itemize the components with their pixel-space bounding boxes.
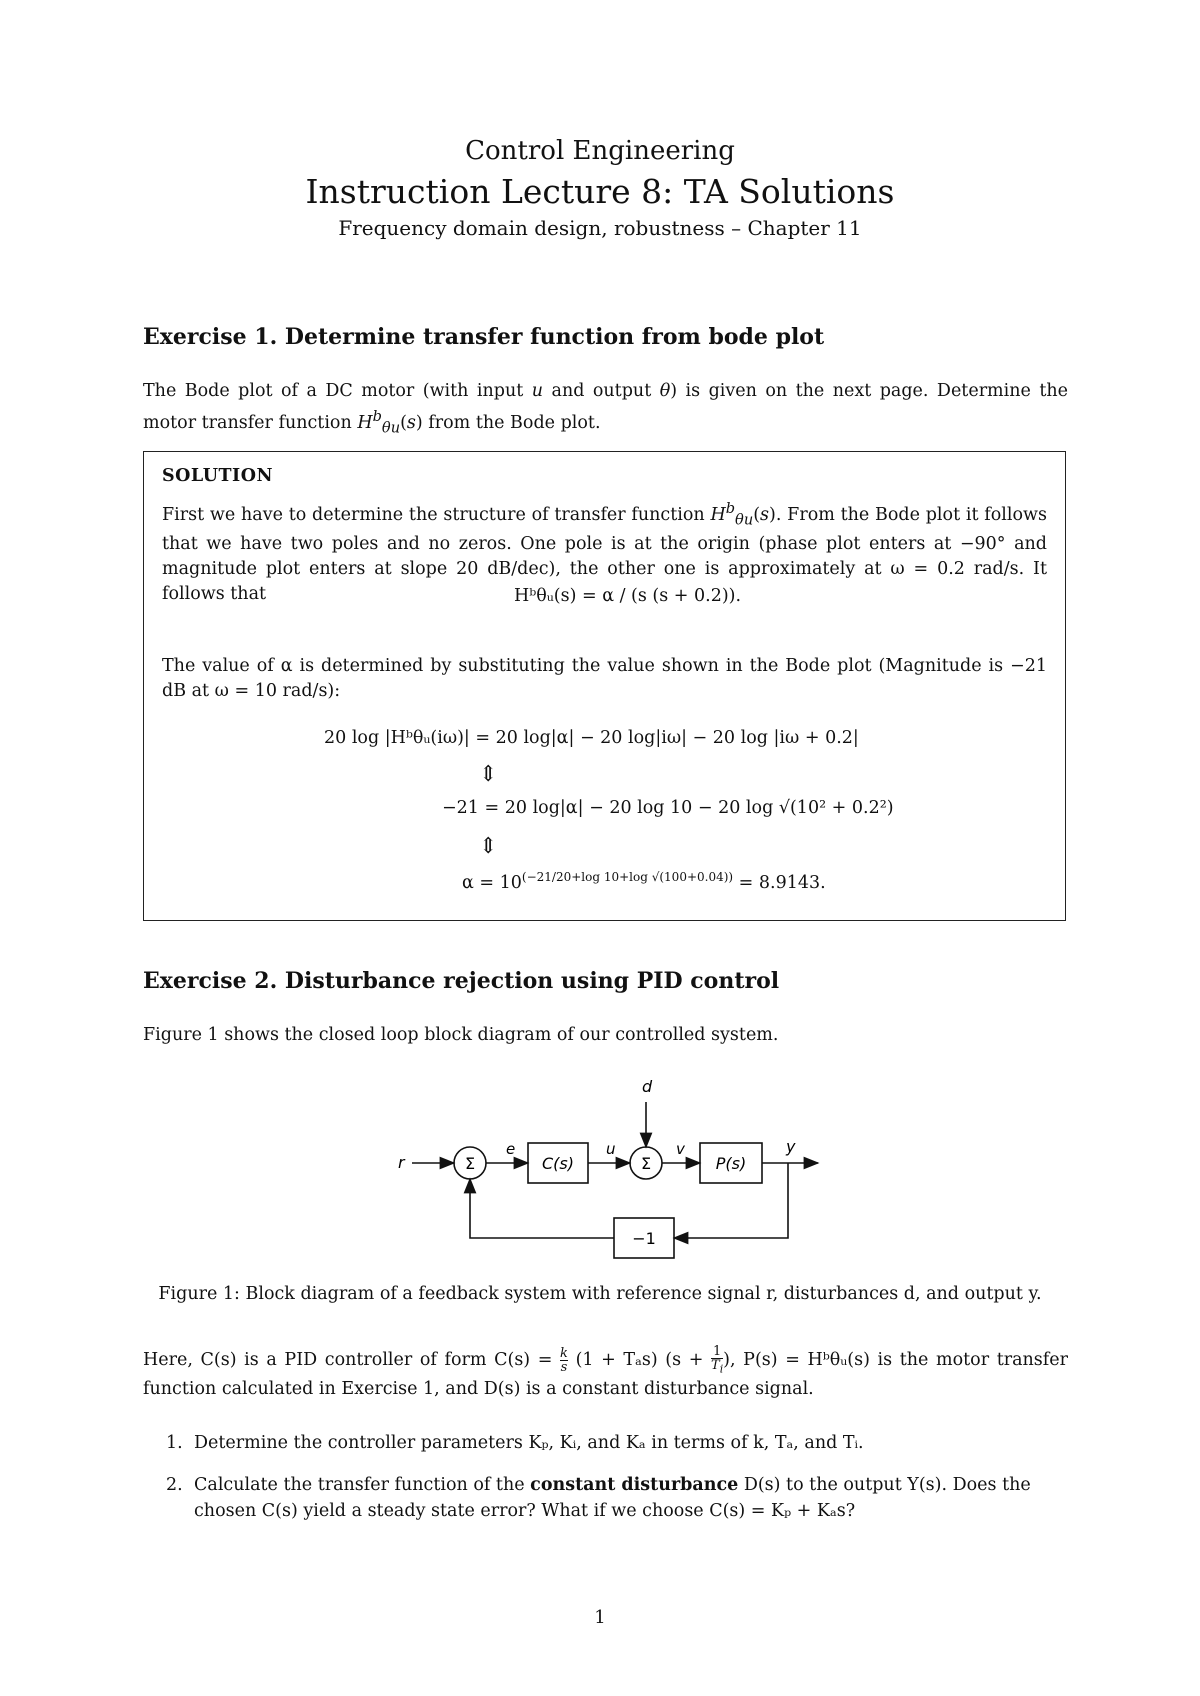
solution-label: SOLUTION	[162, 466, 273, 486]
exercise2-intro: Figure 1 shows the closed loop block diagram of our controlled system.	[143, 1025, 779, 1045]
exercise2-heading: Exercise 2. Disturbance rejection using PID control	[143, 968, 780, 994]
solution-paragraph-1: First we have to determine the structure of transfer function $H^b_{\theta u}(s)$. From the Bode plot it follows that we have two poles and no zeros. One pole is at the origin (phase plot enters at −90° and magnitude plot enters at slope 20 dB/dec), the other one is approximately at ω = 0.2 rad/s. It follows that	[162, 500, 1047, 605]
label-r: r	[398, 1153, 405, 1172]
iff-arrow-1: ⇕	[479, 762, 498, 787]
controller-label: C(s)	[542, 1154, 574, 1173]
page-number: 1	[594, 1607, 606, 1628]
label-y: y	[786, 1137, 796, 1156]
solution-paragraph-2: The value of α is determined by substituting the value shown in the Bode plot (Magnitude is −21 dB at ω = 10 rad/s):	[162, 656, 1047, 701]
exercise1-intro: The Bode plot of a DC motor (with input u and output θ) is given on the next page. Determine the motor transfer function $H^b_{\theta u}(s)$ from the Bode plot.	[143, 381, 1068, 437]
feedback-path	[674, 1163, 788, 1238]
block-diagram	[0, 1070, 1200, 1280]
plant-label: P(s)	[715, 1154, 747, 1173]
transfer-function-equation: Hᵇθᵤ(s) = α / (s (s + 0.2)).	[514, 586, 742, 606]
course-title: Control Engineering	[465, 136, 735, 166]
iff-arrow-2: ⇕	[479, 834, 498, 859]
figure-caption: Figure 1: Block diagram of a feedback system with reference signal r, disturbances d, and output y.	[158, 1284, 1042, 1304]
sum1-symbol: Σ	[464, 1154, 476, 1173]
magnitude-equation: 20 log |Hᵇθᵤ(iω)| = 20 log|α| − 20 log|iω| − 20 log |iω + 0.2|	[324, 728, 859, 748]
exercise1-heading: Exercise 1. Determine transfer function from bode plot	[143, 324, 825, 350]
feedback-label: −1	[632, 1229, 656, 1248]
question-2: 2. Calculate the transfer function of the constant disturbance D(s) to the output Y(s). Does the chosen C(s) yield a steady state error? What if we choose C(s) = Kₚ + Kₐs?	[166, 1475, 1031, 1521]
document-subtitle: Frequency domain design, robustness – Chapter 11	[338, 216, 862, 240]
label-d: d	[642, 1077, 653, 1096]
exercise2-description: Here, C(s) is a PID controller of form C(s) = $\frac{k}{s}$ (1 + Tₐs) (s + $\frac{1}{T_i}$ ), P(s) = Hᵇθᵤ(s) is the motor transfer function calculated in Exercise 1, and D(s) is a constant disturbance signal.	[143, 1344, 1068, 1399]
question-1: 1. Determine the controller parameters Kₚ, Kᵢ, and Kₐ in terms of k, Tₐ, and Tᵢ.	[166, 1433, 864, 1453]
solution-box	[143, 451, 1066, 921]
feedback-return	[470, 1179, 614, 1238]
alpha-equation: $\alpha = 10^{(-21/20+log 10+log √(100+0.04))} = 8.9143$.	[462, 870, 826, 893]
label-u: u	[606, 1140, 616, 1158]
label-v: v	[676, 1140, 685, 1158]
numeric-equation: −21 = 20 log|α| − 20 log 10 − 20 log √(10² + 0.2²)	[442, 798, 894, 818]
label-e: e	[506, 1140, 516, 1158]
document-title: Instruction Lecture 8: TA Solutions	[305, 172, 895, 211]
sum2-symbol: Σ	[640, 1154, 652, 1173]
